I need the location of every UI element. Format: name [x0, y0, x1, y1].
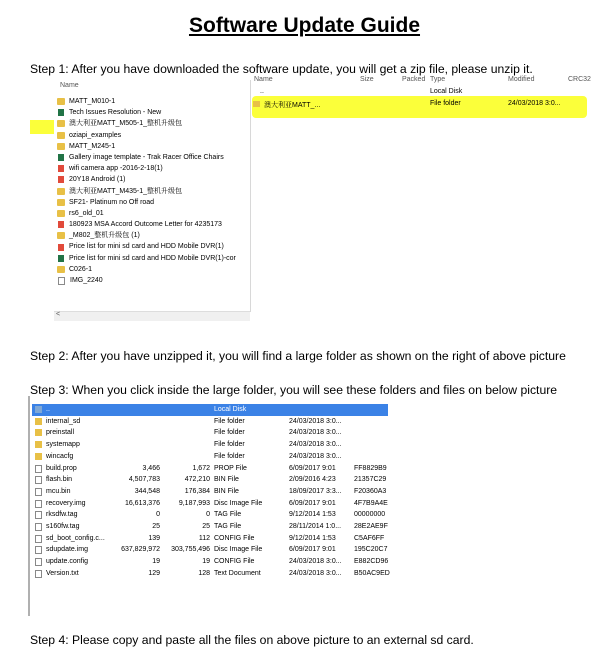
folder-icon	[57, 210, 65, 217]
scroll-left-icon[interactable]: <	[56, 311, 61, 318]
cell-size: 3,466	[142, 464, 160, 472]
cell-crc: E882CD96	[354, 558, 389, 566]
folder-icon	[35, 453, 42, 460]
cell-packed: 112	[198, 534, 210, 542]
cell-type: Disc Image File	[214, 499, 263, 507]
cell-modified: 28/11/2014 1:0...	[289, 523, 342, 530]
cell-modified: 6/09/2017 9:01	[289, 499, 336, 507]
file-icon	[35, 570, 42, 578]
cell-size: 344,548	[134, 487, 160, 495]
list-item-label: C026-1	[69, 265, 92, 273]
cell-packed: 25	[202, 523, 210, 530]
table-row[interactable]	[32, 474, 388, 486]
folder-icon	[35, 418, 42, 425]
cell-size: 139	[148, 534, 160, 542]
folder-icon	[35, 429, 42, 436]
table-row[interactable]	[32, 509, 388, 521]
table-row[interactable]	[32, 463, 388, 475]
list-item[interactable]	[57, 241, 236, 252]
list-item[interactable]	[57, 96, 236, 107]
folder-icon	[57, 188, 65, 195]
cell-size: 129	[148, 569, 160, 577]
list-item-label: _M802_整机升级包 (1)	[69, 232, 140, 240]
horizontal-scrollbar[interactable]	[54, 311, 250, 321]
table-row[interactable]	[32, 498, 388, 510]
list-item[interactable]	[57, 163, 236, 174]
file-icon	[35, 558, 42, 566]
list-item[interactable]	[57, 130, 236, 141]
cell-crc: FF8829B9	[354, 464, 387, 472]
list-item[interactable]	[57, 186, 236, 197]
xls-icon	[58, 109, 64, 116]
pdf-icon	[58, 221, 64, 228]
list-item-label: Tech Issues Resolution - New	[69, 109, 162, 117]
cell-modified: 24/03/2018 3:0...	[289, 429, 342, 437]
cell-size: 637,829,972	[121, 546, 160, 554]
cell-name: recovery.img	[46, 499, 86, 507]
name-column-header[interactable]: Name	[60, 82, 79, 89]
file-explorer-list	[54, 80, 251, 312]
cell-name: rksdfw.tag	[46, 511, 78, 519]
cell-type: TAG File	[214, 523, 242, 530]
cell-packed: 0	[206, 511, 210, 519]
cell-modified: 9/12/2014 1:53	[289, 511, 336, 519]
table-row[interactable]	[32, 556, 388, 568]
cell-name: internal_sd	[46, 417, 81, 425]
list-item-label: MATT_M010-1	[69, 98, 116, 105]
list-item-label: wifi camera app -2016-2-18(1)	[69, 165, 163, 173]
list-item[interactable]	[57, 197, 236, 208]
table-row[interactable]	[32, 521, 388, 533]
table-row[interactable]	[32, 533, 388, 545]
file-icon	[35, 500, 42, 508]
cell-modified: 24/03/2018 3:0...	[289, 558, 342, 566]
doc-icon	[58, 277, 65, 285]
row-modified: 24/03/2018 3:0...	[508, 100, 561, 107]
table-row[interactable]	[32, 416, 388, 428]
list-item-label: IMG_2240	[70, 277, 103, 284]
cell-size: 19	[152, 558, 160, 566]
file-icon	[35, 465, 42, 473]
cell-type: File folder	[214, 417, 245, 425]
cell-type: File folder	[214, 441, 245, 449]
cell-crc: 195C20C7	[354, 546, 388, 554]
cell-name: mcu.bin	[46, 487, 71, 495]
cell-modified: 9/12/2014 1:53	[289, 534, 336, 542]
archive-row[interactable]	[252, 88, 607, 98]
cell-name: s160fw.tag	[46, 523, 80, 530]
cell-crc: 00000000	[354, 511, 386, 519]
cell-modified: 24/03/2018 3:0...	[289, 441, 342, 449]
list-item-label: oziapi_examples	[69, 131, 122, 139]
list-item[interactable]	[57, 208, 236, 219]
step-4-text: Step 4: Please copy and paste all the files on above picture to an external sd card.	[30, 633, 474, 647]
list-item-label: rs6_old_01	[69, 209, 104, 217]
folder-icon	[57, 266, 65, 273]
cell-size: 0	[156, 511, 160, 519]
cell-type: Disc Image File	[214, 546, 263, 554]
folder-icon	[57, 143, 65, 150]
cell-packed: 1,672	[192, 464, 210, 472]
list-item-label: 澳大利亚MATT_M435-1_整机升级包	[69, 187, 183, 195]
cell-size: 16,613,376	[124, 499, 160, 507]
list-item[interactable]	[57, 264, 236, 275]
table-row[interactable]	[32, 427, 388, 439]
cell-crc: B50AC9ED	[354, 569, 390, 577]
cell-type: TAG File	[214, 511, 242, 519]
header-type[interactable]: Type	[430, 76, 446, 83]
cell-type: BIN File	[214, 487, 239, 495]
cell-modified: 24/03/2018 3:0...	[289, 417, 342, 425]
row-name: 澳大利亚MATT_...	[264, 102, 321, 109]
extracted-files-table	[28, 396, 390, 616]
page-title: Software Update Guide	[188, 14, 421, 37]
cell-crc: C5AF6FF	[354, 534, 385, 542]
cell-name: build.prop	[46, 464, 77, 472]
table-row[interactable]	[32, 486, 388, 498]
cell-name: systemapp	[46, 441, 80, 449]
table-row[interactable]	[32, 451, 388, 463]
folder-icon	[57, 132, 65, 139]
step-2-text: Step 2: After you have unzipped it, you will find a large folder as shown on the right of above picture	[30, 349, 566, 363]
list-item[interactable]	[57, 107, 236, 118]
xls-icon	[58, 154, 64, 161]
step-3-text: Step 3: When you click inside the large folder, you will see these folders and files on below picture	[30, 383, 558, 397]
table-row[interactable]	[32, 544, 388, 556]
cell-size: 25	[152, 523, 160, 530]
list-item-label: Price list for mini sd card and HDD Mobile DVR(1)-cor	[69, 254, 236, 262]
cell-packed: 128	[198, 569, 210, 577]
cell-packed: 9,187,993	[178, 499, 210, 507]
file-icon	[35, 511, 42, 519]
pdf-icon	[58, 176, 64, 183]
cell-type: Local Disk	[214, 406, 247, 413]
list-item-label: Price list for mini sd card and HDD Mobile DVR(1)	[69, 243, 224, 251]
row-name: ..	[260, 88, 264, 95]
list-item[interactable]	[57, 219, 236, 230]
cell-type: CONFIG File	[214, 558, 255, 566]
cell-name: sd_boot_config.c...	[46, 534, 105, 542]
folder-icon	[57, 120, 65, 127]
cell-name: preinstall	[46, 429, 75, 437]
cell-modified: 24/03/2018 3:0...	[289, 569, 342, 577]
list-item-label: 20Y18 Android (1)	[69, 176, 126, 184]
folder-icon	[57, 98, 65, 105]
header-name[interactable]: Name	[254, 76, 273, 83]
header-crc[interactable]: CRC32	[568, 76, 591, 83]
cell-name: flash.bin	[46, 476, 73, 484]
folder-icon	[253, 101, 260, 107]
cell-packed: 303,755,496	[171, 546, 210, 554]
list-item[interactable]	[57, 230, 236, 241]
list-item-label: 180923 MSA Accord Outcome Letter for 4235173	[69, 221, 222, 229]
cell-crc: 28E2AE9F	[354, 523, 388, 530]
file-icon	[35, 546, 42, 554]
cell-modified: 6/09/2017 9:01	[289, 464, 336, 472]
list-item[interactable]	[57, 141, 236, 152]
row-type: Local Disk	[430, 88, 463, 95]
disk-icon	[35, 406, 42, 413]
cell-crc: F20360A3	[354, 487, 387, 495]
list-item[interactable]	[57, 174, 236, 185]
list-item[interactable]	[57, 152, 236, 163]
cell-type: BIN File	[214, 476, 239, 484]
pdf-icon	[58, 244, 64, 251]
folder-icon	[57, 232, 65, 239]
file-icon	[35, 523, 42, 531]
cell-name: update.config	[46, 558, 89, 566]
cell-type: CONFIG File	[214, 534, 255, 542]
header-size[interactable]: Size	[360, 76, 374, 83]
list-item[interactable]	[57, 275, 236, 286]
header-modified[interactable]: Modified	[508, 76, 535, 83]
cell-modified: 2/09/2016 4:23	[289, 476, 336, 484]
folder-icon	[57, 199, 65, 206]
list-item-label: Gallery image template - Trak Racer Office Chairs	[69, 153, 224, 161]
cell-crc: 4F7B9A4E	[354, 499, 388, 507]
cell-size: 4,507,783	[128, 476, 160, 484]
cell-packed: 472,210	[184, 476, 210, 484]
step-1-text: Step 1: After you have downloaded the software update, you will get a zip file, please unzip it.	[30, 62, 533, 76]
panel-border	[28, 396, 30, 616]
list-item[interactable]	[57, 253, 236, 264]
header-packed[interactable]: Packed	[402, 76, 426, 83]
cell-type: File folder	[214, 429, 245, 437]
list-item-label: SF21- Platinum no Off road	[69, 198, 155, 206]
cell-name: wincacfg	[46, 452, 74, 460]
table-row[interactable]	[32, 404, 388, 416]
file-list	[57, 96, 236, 286]
pdf-icon	[58, 165, 64, 172]
cell-name: sdupdate.img	[46, 546, 89, 554]
cell-type: PROP File	[214, 464, 247, 472]
cell-packed: 19	[202, 558, 210, 566]
cell-modified: 24/03/2018 3:0...	[289, 452, 342, 460]
file-icon	[35, 535, 42, 543]
cell-modified: 18/09/2017 3:3...	[289, 487, 342, 495]
cell-packed: 176,384	[184, 487, 210, 495]
list-item-label: MATT_M245-1	[69, 142, 116, 150]
folder-icon	[35, 441, 42, 448]
cell-name: Version.txt	[46, 569, 79, 577]
file-icon	[35, 476, 42, 484]
cell-modified: 6/09/2017 9:01	[289, 546, 336, 554]
file-icon	[35, 488, 42, 496]
row-type: File folder	[430, 100, 461, 107]
list-item[interactable]	[57, 118, 236, 129]
table-row[interactable]	[32, 568, 388, 580]
xls-icon	[58, 255, 64, 262]
cell-name: ..	[46, 406, 50, 413]
list-item-label: 澳大利亚MATT_M505-1_整机升级包	[69, 120, 183, 128]
cell-type: File folder	[214, 452, 245, 460]
cell-type: Text Document	[214, 569, 261, 577]
cell-crc: 21357C29	[354, 476, 387, 484]
table-row[interactable]	[32, 439, 388, 451]
archive-row[interactable]	[252, 100, 607, 110]
archive-panel	[252, 76, 607, 126]
